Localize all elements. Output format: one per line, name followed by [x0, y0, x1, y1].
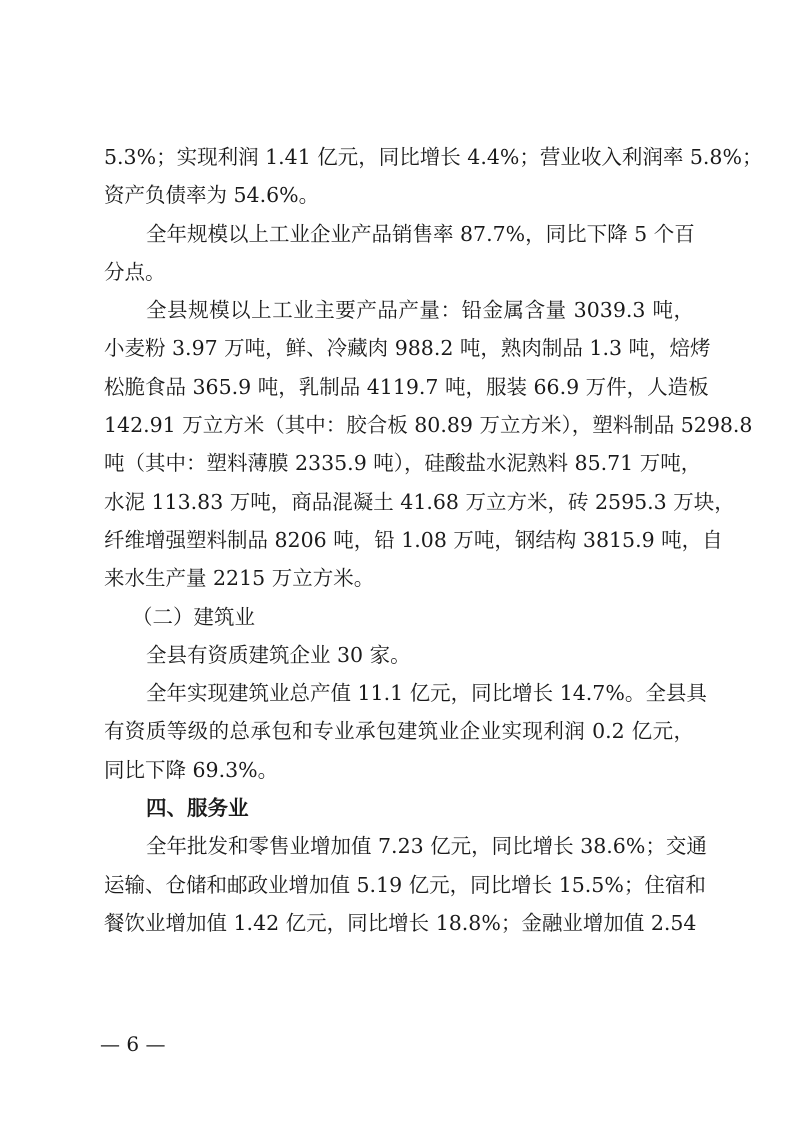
- text-line: 5.3%；实现利润 1.41 亿元，同比增长 4.4%；营业收入利润率 5.8%；: [104, 145, 763, 169]
- text-line: 分点。: [104, 259, 166, 284]
- text-line: 全县规模以上工业主要产品产量：铅金属含量 3039.3 吨，: [146, 298, 694, 323]
- text-line: 纤维增强塑料制品 8206 吨，铅 1.08 万吨，钢结构 3815.9 吨，自: [104, 527, 723, 552]
- text-line: 有资质等级的总承包和专业承包建筑业企业实现利润 0.2 亿元，: [104, 719, 694, 744]
- page-number: — 6 —: [100, 1032, 166, 1056]
- section-subheading: （二）建筑业: [132, 604, 255, 629]
- text-line: 同比下降 69.3%。: [104, 757, 279, 782]
- section-heading: 四、服务业: [146, 796, 249, 821]
- text-line: 吨（其中：塑料薄膜 2335.9 吨），硅酸盐水泥熟料 85.71 万吨，: [104, 451, 702, 476]
- text-line: 全县有资质建筑企业 30 家。: [146, 642, 411, 667]
- text-line: 餐饮业增加值 1.42 亿元，同比增长 18.8%；金融业增加值 2.54: [104, 910, 697, 935]
- text-line: 资产负债率为 54.6%。: [104, 183, 320, 208]
- text-line: 小麦粉 3.97 万吨，鲜、冷藏肉 988.2 吨，熟肉制品 1.3 吨，焙烤: [104, 336, 711, 361]
- text-line: 全年实现建筑业总产值 11.1 亿元，同比增长 14.7%。全县具: [146, 681, 707, 706]
- text-line: 142.91 万立方米（其中：胶合板 80.89 万立方米），塑料制品 5298.8: [104, 413, 753, 438]
- text-line: 运输、仓储和邮政业增加值 5.19 亿元，同比增长 15.5%；住宿和: [104, 872, 706, 897]
- text-line: 全年规模以上工业企业产品销售率 87.7%，同比下降 5 个百: [146, 221, 695, 246]
- text-line: 松脆食品 365.9 吨，乳制品 4119.7 吨，服装 66.9 万件，人造板: [104, 374, 709, 399]
- document-body: [104, 138, 763, 942]
- text-line: 来水生产量 2215 万立方米。: [104, 566, 375, 591]
- text-line: 全年批发和零售业增加值 7.23 亿元，同比增长 38.6%；交通: [146, 834, 707, 859]
- text-line: 水泥 113.83 万吨，商品混凝土 41.68 万立方米，砖 2595.3 万块，: [104, 489, 735, 514]
